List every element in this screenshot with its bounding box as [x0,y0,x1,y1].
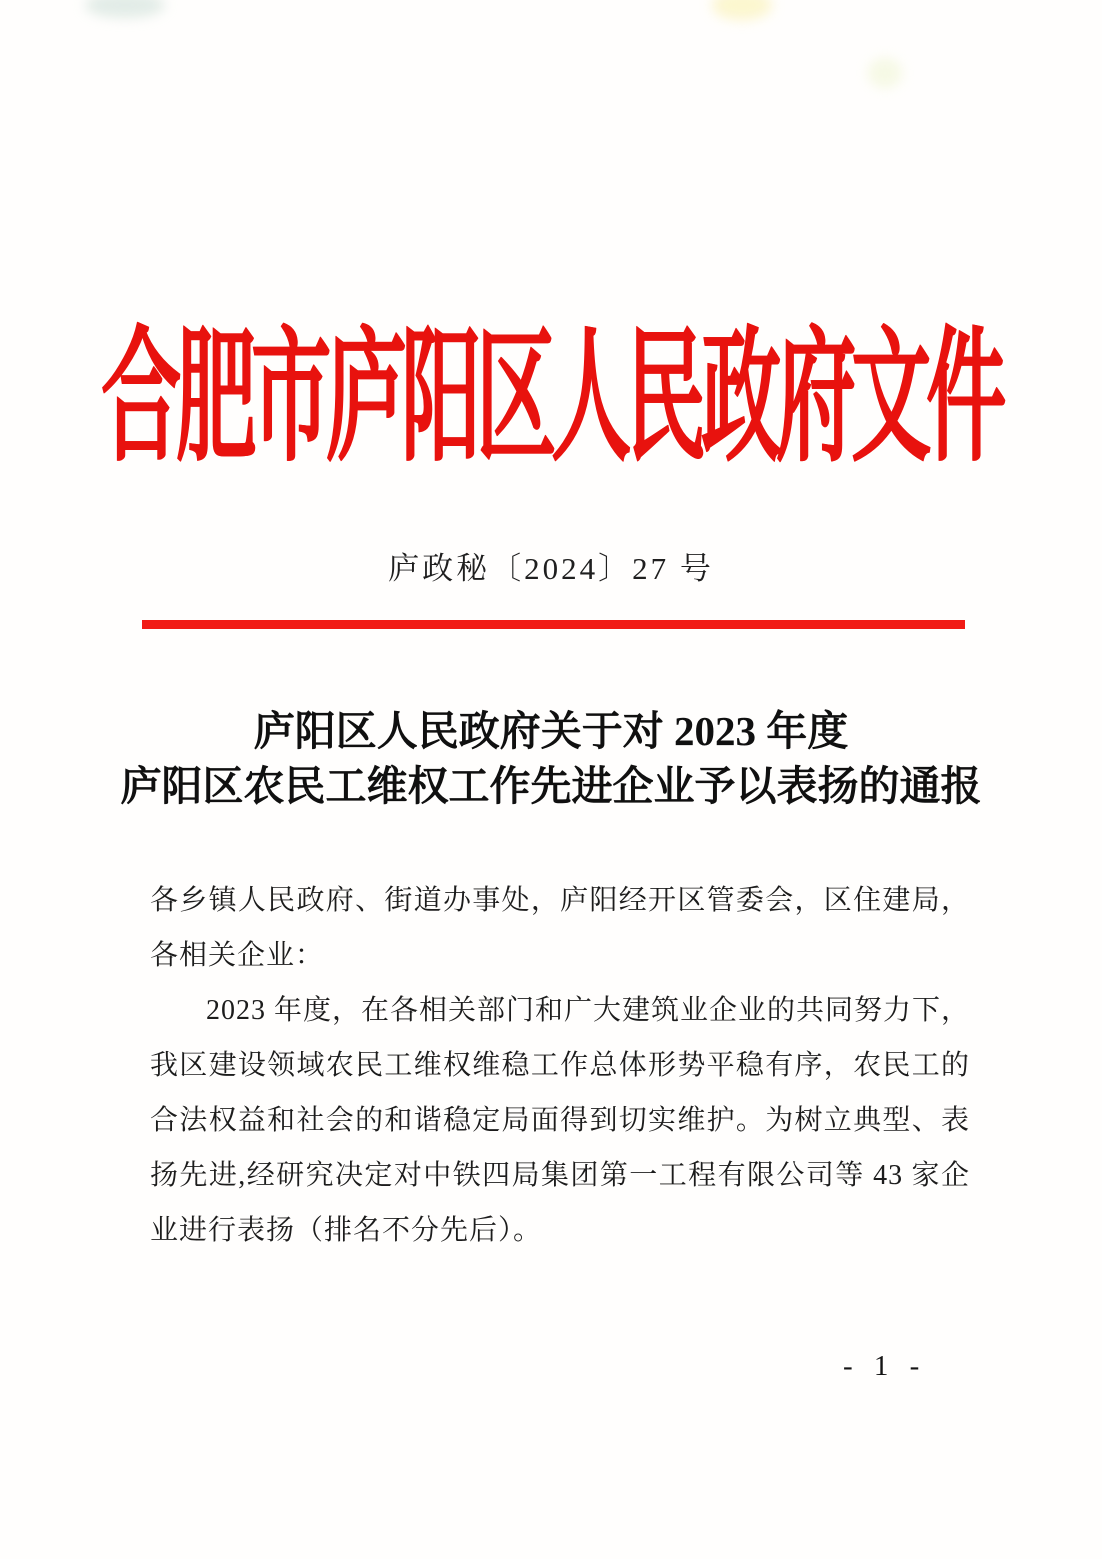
scan-artifact [85,0,165,18]
scan-artifact [868,58,902,88]
body-line-paragraph: 业进行表扬（排名不分先后）。 [150,1215,543,1246]
body-line-paragraph: 合法权益和社会的和谐稳定局面得到切实维护。为树立典型、表 [150,1105,970,1136]
page-number: - 1 - [843,1350,927,1382]
document-body [150,873,970,1258]
document-header [0,303,1102,480]
body-line-paragraph: 扬先进,经研究决定对中铁四局集团第一工程有限公司等 43 家企 [150,1160,970,1191]
body-line-salutation-1: 各乡镇人民政府、街道办事处，庐阳经开区管委会，区住建局， [150,885,970,916]
document-title [0,704,1102,814]
body-line-paragraph: 我区建设领域农民工维权维稳工作总体形势平稳有序，农民工的 [150,1050,970,1081]
header-title: 合肥市庐阳区人民政府文件 [101,319,1001,480]
title-line-1: 庐阳区人民政府关于对 2023 年度 [253,708,849,754]
document-number: 庐政秘〔2024〕27 号 [388,551,714,586]
body-line-paragraph: 2023 年度，在各相关部门和广大建筑业企业的共同努力下， [206,995,970,1026]
scan-artifact [712,0,772,20]
red-divider-line [142,620,965,629]
body-line-salutation-2: 各相关企业： [150,940,325,971]
title-line-2: 庐阳区农民工维权工作先进企业予以表扬的通报 [120,763,982,809]
